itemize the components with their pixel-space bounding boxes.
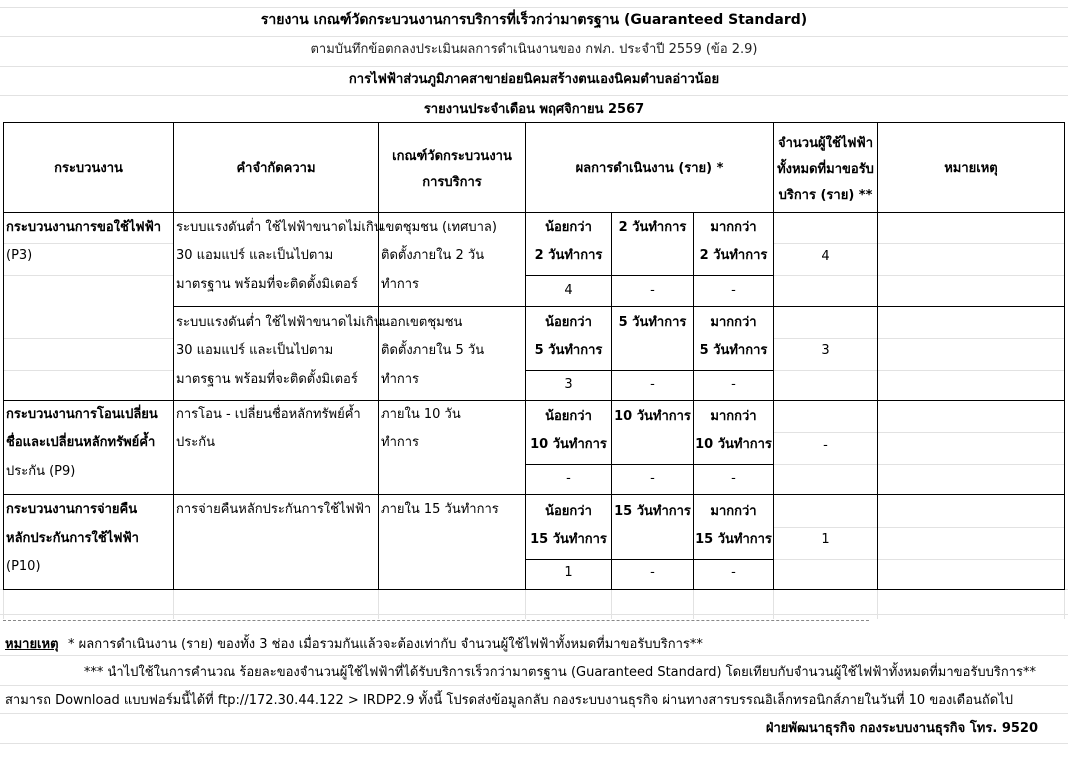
value-equal: - — [650, 283, 655, 298]
row-definition-line2: ประกัน — [176, 435, 215, 450]
value-total: 4 — [821, 249, 830, 264]
row-criteria-line2: ติดตั้งภายใน 5 วัน — [381, 343, 485, 358]
result-more-days: 5 วันทำการ — [699, 343, 768, 358]
col-header-total-line1: จำนวนผู้ใช้ไฟฟ้า — [777, 136, 874, 151]
row-process-line3: ประกัน (P9) — [6, 464, 76, 479]
value-less: - — [566, 471, 571, 486]
result-less-days: 10 วันทำการ — [530, 437, 607, 452]
value-equal: - — [650, 565, 655, 580]
row-process-line2: หลักประกันการใช้ไฟฟ้า — [6, 531, 139, 546]
result-less-label: น้อยกว่า — [545, 315, 592, 330]
value-total: - — [823, 438, 828, 453]
result-more-days: 15 วันทำการ — [695, 532, 772, 547]
result-less-label: น้อยกว่า — [545, 504, 592, 519]
result-equal-label: 5 วันทำการ — [618, 315, 687, 330]
result-more-label: มากกว่า — [710, 220, 757, 235]
note-1: * ผลการดำเนินงาน (ราย) ของทั้ง 3 ช่อง เมื่อรวมกันแล้วจะต้องเท่ากับ จำนวนผู้ใช้ไฟฟ้าทั้งหมดที่มาขอรับบริการ** — [68, 637, 703, 652]
result-equal-label: 15 วันทำการ — [614, 504, 691, 519]
result-more-label: มากกว่า — [710, 409, 757, 424]
row-criteria-line3: ทำการ — [381, 372, 420, 387]
result-more-label: มากกว่า — [710, 315, 757, 330]
col-header-total-line3: บริการ (ราย) ** — [778, 188, 873, 203]
value-less: 1 — [564, 565, 573, 580]
result-more-days: 2 วันทำการ — [699, 248, 768, 263]
row-definition-line1: การโอน - เปลี่ยนชื่อหลักทรัพย์ค้ำ — [176, 407, 361, 422]
row-definition-line1: ระบบแรงดันต่ำ ใช้ไฟฟ้าขนาดไม่เกิน — [176, 315, 383, 330]
report-title: รายงาน เกณฑ์วัดกระบวนงานการบริการที่เร็วกว่ามาตรฐาน (Guaranteed Standard) — [260, 12, 808, 28]
row-criteria-line1: ภายใน 15 วันทำการ — [381, 502, 499, 517]
value-more: - — [731, 565, 736, 580]
col-header-remark: หมายเหตุ — [944, 161, 998, 176]
value-total: 3 — [821, 343, 830, 358]
result-equal-label: 2 วันทำการ — [618, 220, 687, 235]
row-definition-line3: มาตรฐาน พร้อมที่จะติดตั้งมิเตอร์ — [176, 372, 358, 387]
result-less-label: น้อยกว่า — [545, 220, 592, 235]
value-equal: - — [650, 377, 655, 392]
row-definition-line3: มาตรฐาน พร้อมที่จะติดตั้งมิเตอร์ — [176, 277, 358, 292]
row-process-line1: กระบวนงานการขอใช้ไฟฟ้า — [6, 220, 162, 235]
note-2: *** นำไปใช้ในการคำนวณ ร้อยละของจำนวนผู้ใช้ไฟฟ้าที่ได้รับบริการเร็วกว่ามาตรฐาน (Guaranteed Standard) โดยเทียบกับจำนวนผู้ใช้ไฟฟ้าทั้งหมดที่มาขอรับบริการ** — [83, 665, 1036, 680]
value-total: 1 — [821, 532, 830, 547]
row-process-line3: (P10) — [6, 559, 41, 574]
row-definition-line1: ระบบแรงดันต่ำ ใช้ไฟฟ้าขนาดไม่เกิน — [176, 220, 383, 235]
col-header-process: กระบวนงาน — [54, 161, 123, 176]
report-period: รายงานประจำเดือน พฤศจิกายน 2567 — [423, 102, 645, 117]
col-header-criteria-line1: เกณฑ์วัดกระบวนงาน — [392, 149, 512, 164]
col-header-total-line2: ทั้งหมดที่มาขอรับ — [777, 162, 874, 177]
row-definition-line2: 30 แอมแปร์ และเป็นไปตาม — [176, 248, 334, 263]
row-criteria-line2: ติดตั้งภายใน 2 วัน — [381, 248, 485, 263]
result-less-label: น้อยกว่า — [545, 409, 592, 424]
row-process-line1: กระบวนงานการจ่ายคืน — [6, 502, 138, 517]
note-3: สามารถ Download แบบฟอร์มนี้ได้ที่ ftp://172.30.44.122 > IRDP2.9 ทั้งนี้ โปรดส่งข้อมูลกลับ กองระบบงานธุรกิจ ผ่านทางสารบรรณอิเล็กทรอนิกส์ภายในวันที่ 10 ของเดือนถัดไป — [5, 693, 1014, 708]
row-criteria-line1: เขตชุมชน (เทศบาล) — [381, 220, 497, 235]
row-process-line2: (P3) — [6, 248, 33, 263]
result-less-days: 15 วันทำการ — [530, 532, 607, 547]
row-criteria-line1: ภายใน 10 วัน — [381, 407, 461, 422]
value-more: - — [731, 471, 736, 486]
signature: ฝ่ายพัฒนาธุรกิจ กองระบบงานธุรกิจ โทร. 9520 — [765, 721, 1038, 736]
row-criteria-line1: นอกเขตชุมชน — [381, 315, 463, 330]
result-less-days: 2 วันทำการ — [534, 248, 603, 263]
row-criteria-line3: ทำการ — [381, 277, 420, 292]
col-header-definition: คำจำกัดความ — [236, 161, 316, 176]
row-process-line1: กระบวนงานการโอนเปลี่ยน — [6, 407, 158, 422]
result-less-days: 5 วันทำการ — [534, 343, 603, 358]
col-header-criteria-line2: การบริการ — [422, 175, 482, 190]
result-equal-label: 10 วันทำการ — [614, 409, 691, 424]
result-more-label: มากกว่า — [710, 504, 757, 519]
value-more: - — [731, 283, 736, 298]
row-process-line2: ชื่อและเปลี่ยนหลักทรัพย์ค้ำ — [6, 435, 156, 450]
value-equal: - — [650, 471, 655, 486]
value-less: 3 — [564, 377, 573, 392]
col-header-result: ผลการดำเนินงาน (ราย) * — [575, 161, 724, 176]
row-definition-line1: การจ่ายคืนหลักประกันการใช้ไฟฟ้า — [176, 502, 372, 517]
report-subtitle: ตามบันทึกข้อตกลงประเมินผลการดำเนินงานของ กฟภ. ประจำปี 2559 (ข้อ 2.9) — [310, 42, 758, 57]
result-more-days: 10 วันทำการ — [695, 437, 772, 452]
row-definition-line2: 30 แอมแปร์ และเป็นไปตาม — [176, 343, 334, 358]
value-less: 4 — [564, 283, 573, 298]
value-more: - — [731, 377, 736, 392]
row-criteria-line2: ทำการ — [381, 435, 420, 450]
note-label: หมายเหตุ — [5, 637, 59, 652]
office-name: การไฟฟ้าส่วนภูมิภาคสาขาย่อยนิคมสร้างตนเองนิคมตำบลอ่าวน้อย — [348, 72, 720, 87]
